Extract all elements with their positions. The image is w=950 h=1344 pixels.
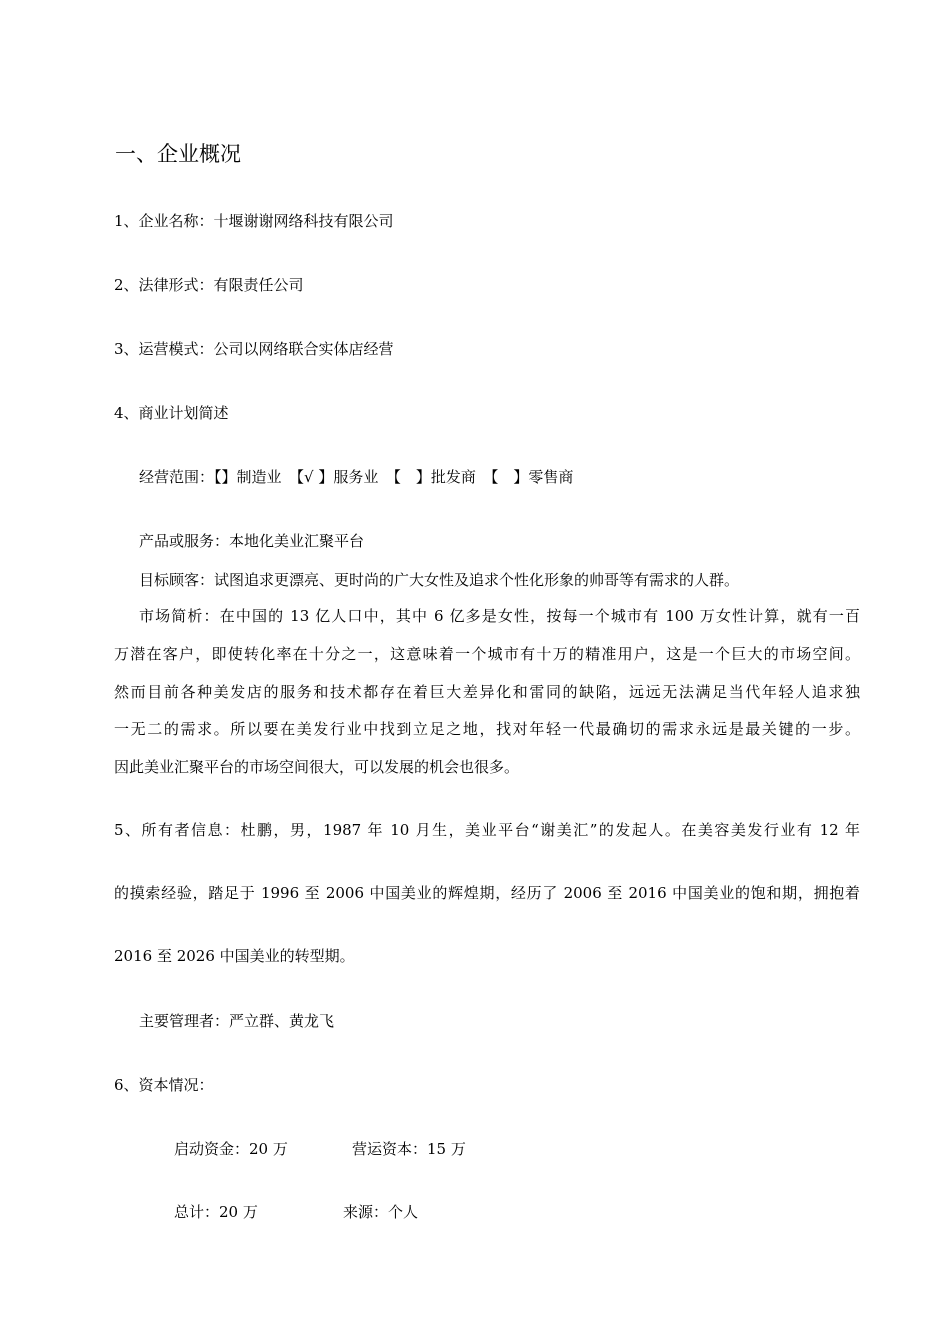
legal-form: 2、法律形式：有限责任公司 <box>114 276 304 294</box>
market-line: 市场简析：在中国的 13 亿人口中，其中 6 亿多是女性，按每一个城市有 100 万女性计算，就有一百 <box>139 607 860 625</box>
target-customers: 目标顾客：试图追求更漂亮、更时尚的广大女性及追求个性化形象的帅哥等有需求的人群。 <box>139 571 740 589</box>
section-title: 一、企业概况 <box>115 142 241 166</box>
total-capital: 总计：20 万 <box>174 1203 258 1221</box>
owner-line: 5、所有者信息：杜鹏，男，1987 年 10 月生，美业平台“谢美汇”的发起人。在美容美发行业有 12 年 <box>114 821 860 839</box>
business-scope: 经营范围：【】制造业 【√ 】服务业 【 】批发商 【 】零售商 <box>139 468 574 486</box>
owner-line: 的摸索经验，踏足于 1996 至 2006 中国美业的辉煌期，经历了 2006 至 2016 中国美业的饱和期，拥抱着 <box>114 884 860 902</box>
plan-summary-heading: 4、商业计划简述 <box>114 404 229 422</box>
market-line: 万潜在客户，即使转化率在十分之一，这意味着一个城市有十万的精准用户，这是一个巨大的市场空间。 <box>114 645 860 663</box>
product-service: 产品或服务：本地化美业汇聚平台 <box>139 532 365 550</box>
owner-line: 2016 至 2026 中国美业的转型期。 <box>114 947 355 965</box>
market-line: 因此美业汇聚平台的市场空间很大，可以发展的机会也很多。 <box>114 758 520 776</box>
company-name: 1、企业名称：十堰谢谢网络科技有限公司 <box>114 212 394 230</box>
startup-capital: 启动资金：20 万 <box>174 1140 288 1158</box>
market-line: 然而目前各种美发店的服务和技术都存在着巨大差异化和雷同的缺陷，远远无法满足当代年轻人追求独 <box>114 683 860 701</box>
capital-heading: 6、资本情况： <box>114 1076 214 1094</box>
operating-capital: 营运资本：15 万 <box>352 1140 466 1158</box>
capital-source: 来源：个人 <box>343 1203 419 1221</box>
market-line: 一无二的需求。所以要在美发行业中找到立足之地，找对年轻一代最确切的需求永远是最关键的一步。 <box>114 720 860 738</box>
operation-mode: 3、运营模式：公司以网络联合实体店经营 <box>114 340 394 358</box>
managers: 主要管理者：严立群、黄龙飞 <box>139 1012 335 1030</box>
